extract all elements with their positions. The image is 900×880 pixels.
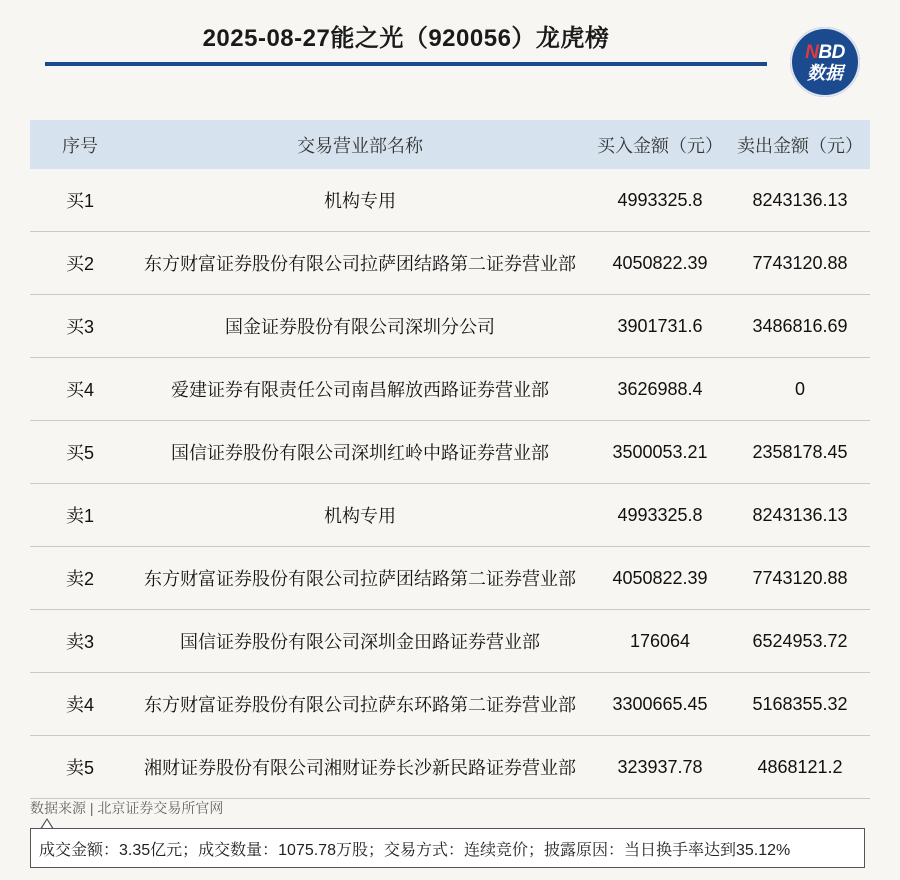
table-row xyxy=(30,232,870,295)
column-header-buy-amount: 买入金额（元） xyxy=(590,120,730,169)
row-seq: 卖4 xyxy=(30,673,130,736)
row-branch-name: 东方财富证券股份有限公司拉萨团结路第二证券营业部 xyxy=(130,547,590,610)
row-buy-amount: 3901731.6 xyxy=(590,295,730,358)
row-seq: 买2 xyxy=(30,232,130,295)
nbd-data-logo xyxy=(790,27,860,97)
row-sell-amount: 8243136.13 xyxy=(730,484,870,547)
row-seq: 买1 xyxy=(30,169,130,232)
dragon-tiger-table xyxy=(30,120,870,799)
page-title: 2025-08-27能之光（920056）龙虎榜 xyxy=(202,25,610,52)
row-buy-amount: 176064 xyxy=(590,610,730,673)
row-seq: 买4 xyxy=(30,358,130,421)
row-branch-name: 国金证券股份有限公司深圳分公司 xyxy=(130,295,590,358)
row-branch-name: 机构专用 xyxy=(130,169,590,232)
row-sell-amount: 5168355.32 xyxy=(730,673,870,736)
table-row xyxy=(30,547,870,610)
row-seq: 卖2 xyxy=(30,547,130,610)
row-buy-amount: 4993325.8 xyxy=(590,484,730,547)
column-header-seq: 序号 xyxy=(30,120,130,169)
row-sell-amount: 2358178.45 xyxy=(730,421,870,484)
row-branch-name: 机构专用 xyxy=(130,484,590,547)
row-branch-name: 爱建证券有限责任公司南昌解放西路证券营业部 xyxy=(130,358,590,421)
row-seq: 卖1 xyxy=(30,484,130,547)
table-header-row xyxy=(30,120,870,169)
table-row xyxy=(30,169,870,232)
table-row xyxy=(30,736,870,799)
table-row xyxy=(30,358,870,421)
row-sell-amount: 8243136.13 xyxy=(730,169,870,232)
row-buy-amount: 3500053.21 xyxy=(590,421,730,484)
row-branch-name: 东方财富证券股份有限公司拉萨团结路第二证券营业部 xyxy=(130,232,590,295)
row-sell-amount: 3486816.69 xyxy=(730,295,870,358)
row-seq: 卖3 xyxy=(30,610,130,673)
table-row xyxy=(30,484,870,547)
row-sell-amount: 4868121.2 xyxy=(730,736,870,799)
title-underline xyxy=(45,62,767,66)
data-source-caption: 数据来源 | 北京证券交易所官网 xyxy=(30,800,224,816)
trade-summary-text: 成交金额：3.35亿元；成交数量：1075.78万股；交易方式：连续竞价；披露原因：当日换手率达到35.12% xyxy=(39,841,791,859)
row-seq: 买5 xyxy=(30,421,130,484)
table-row xyxy=(30,295,870,358)
row-buy-amount: 3626988.4 xyxy=(590,358,730,421)
trade-summary-note xyxy=(30,828,865,868)
logo-text-top: NBD xyxy=(805,41,845,63)
row-branch-name: 东方财富证券股份有限公司拉萨东环路第二证券营业部 xyxy=(130,673,590,736)
logo-text-bottom: 数据 xyxy=(807,62,843,83)
row-buy-amount: 4050822.39 xyxy=(590,232,730,295)
row-branch-name: 湘财证券股份有限公司湘财证券长沙新民路证券营业部 xyxy=(130,736,590,799)
row-buy-amount: 4993325.8 xyxy=(590,169,730,232)
column-header-sell-amount: 卖出金额（元） xyxy=(730,120,870,169)
row-sell-amount: 6524953.72 xyxy=(730,610,870,673)
row-sell-amount: 7743120.88 xyxy=(730,232,870,295)
row-buy-amount: 4050822.39 xyxy=(590,547,730,610)
row-branch-name: 国信证券股份有限公司深圳红岭中路证券营业部 xyxy=(130,421,590,484)
table-row xyxy=(30,421,870,484)
row-buy-amount: 323937.78 xyxy=(590,736,730,799)
row-seq: 卖5 xyxy=(30,736,130,799)
table-row xyxy=(30,610,870,673)
table-row xyxy=(30,673,870,736)
row-seq: 买3 xyxy=(30,295,130,358)
row-branch-name: 国信证券股份有限公司深圳金田路证券营业部 xyxy=(130,610,590,673)
row-sell-amount: 0 xyxy=(730,358,870,421)
row-sell-amount: 7743120.88 xyxy=(730,547,870,610)
row-buy-amount: 3300665.45 xyxy=(590,673,730,736)
column-header-branch-name: 交易营业部名称 xyxy=(130,120,590,169)
